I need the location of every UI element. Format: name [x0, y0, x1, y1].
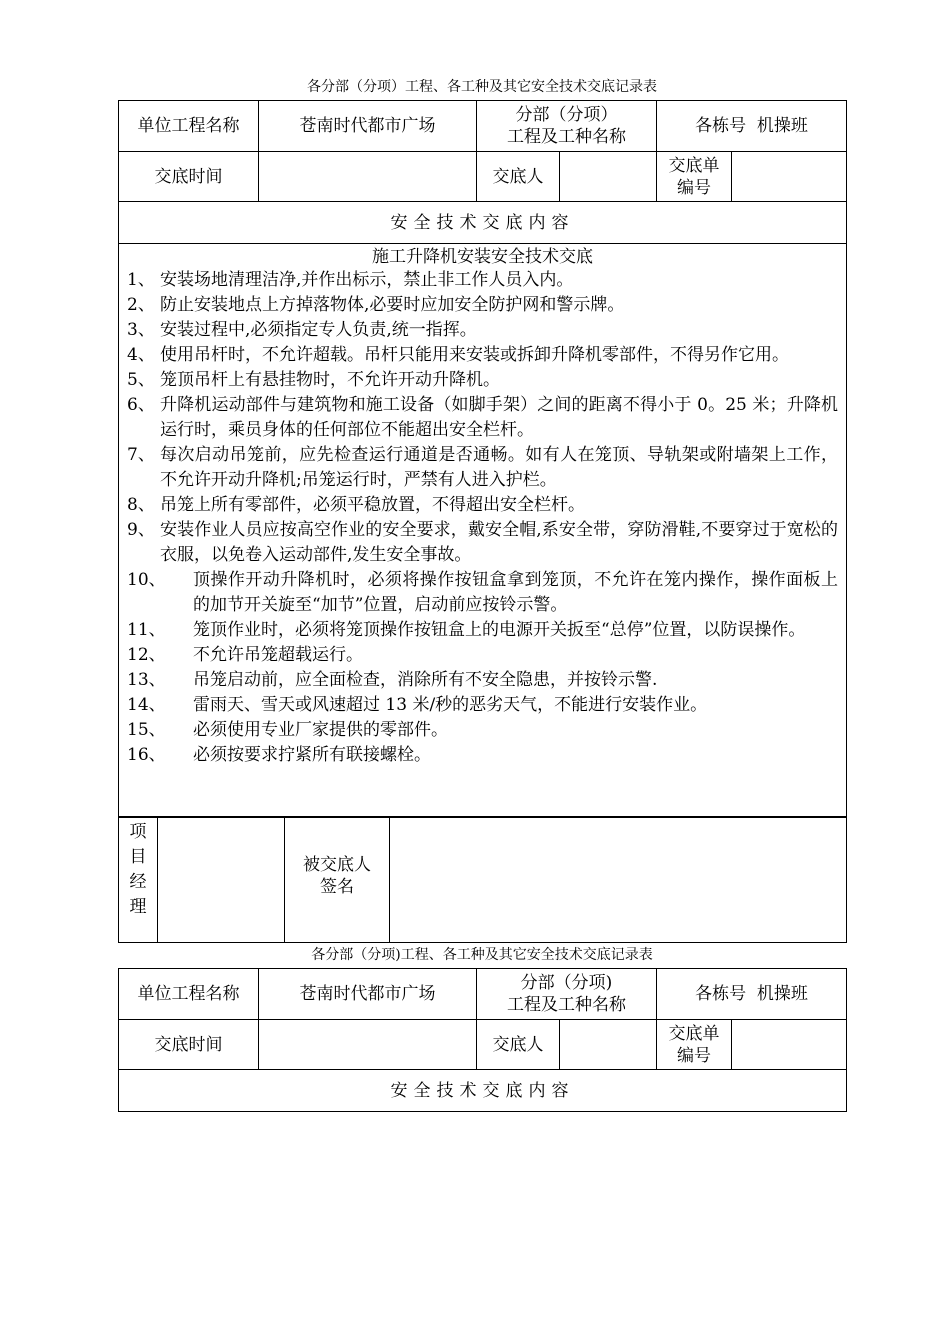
person-label: 交底人 — [477, 1020, 560, 1070]
rule-number: 6、 — [127, 395, 155, 415]
rule-item — [127, 268, 838, 293]
unit-name-label: 单位工程名称 — [119, 101, 259, 152]
sub-label-line2: 工程及工种名称 — [507, 995, 626, 1015]
rule-item — [127, 743, 838, 768]
rule-text: 雷雨天、雪天或风速超过 13 米/秒的恶劣天气，不能进行安装作业。 — [193, 695, 708, 715]
sub-value[interactable]: 各栋号 机操班 — [657, 101, 847, 152]
pm-label — [119, 818, 158, 943]
rule-number: 7、 — [127, 445, 155, 465]
rule-text: 使用吊杆时，不允许超载。吊杆只能用来安装或拆卸升降机零部件，不得另作它用。 — [160, 345, 789, 365]
number-label-line1: 交底单 — [668, 1023, 720, 1044]
number-label-line2: 编号 — [677, 1045, 711, 1066]
sub-value[interactable]: 各栋号 机操班 — [657, 969, 847, 1020]
number-label-line2: 编号 — [677, 177, 711, 198]
number-value[interactable] — [732, 152, 847, 202]
rule-text: 升降机运动部件与建筑物和施工设备（如脚手架）之间的距离不得小于 0。25 米；升降机运行时，乘员身体的任何部位不能超出安全栏杆。 — [160, 395, 838, 440]
rule-number: 8、 — [127, 495, 155, 515]
rule-number: 10、 — [127, 570, 166, 590]
form1-signature-table — [118, 817, 847, 943]
rule-item — [127, 643, 838, 668]
number-value[interactable] — [732, 1020, 847, 1070]
time-label: 交底时间 — [119, 152, 259, 202]
rule-number: 16、 — [127, 745, 166, 765]
rule-item — [127, 393, 838, 443]
rule-text: 必须按要求拧紧所有联接螺栓。 — [193, 745, 431, 765]
sub-label-line2: 工程及工种名称 — [507, 127, 626, 147]
rule-text: 顶操作开动升降机时，必须将操作按钮盒拿到笼顶，不允许在笼内操作，操作面板上的加节开关旋至“加节”位置，启动前应按铃示警。 — [193, 570, 838, 615]
pm-label-char: 项 — [129, 822, 147, 842]
rule-item — [127, 318, 838, 343]
rule-number: 4、 — [127, 345, 155, 365]
content-title: 施工升降机安装安全技术交底 — [372, 247, 593, 267]
content-header: 安全技术交底内容 — [119, 202, 847, 244]
rule-text: 吊笼上所有零部件，必须平稳放置，不得超出安全栏杆。 — [160, 495, 585, 515]
time-value[interactable] — [259, 152, 477, 202]
unit-name-label: 单位工程名称 — [119, 969, 259, 1020]
rule-number: 14、 — [127, 695, 166, 715]
unit-name-value[interactable]: 苍南时代都市广场 — [259, 969, 477, 1020]
rule-item — [127, 718, 838, 743]
sub-label-line1: 分部（分项） — [515, 105, 618, 125]
person-value[interactable] — [560, 1020, 657, 1070]
rule-item — [127, 618, 838, 643]
pm-label-char: 目 — [129, 847, 147, 867]
rule-text: 必须使用专业厂家提供的零部件。 — [193, 720, 448, 740]
rule-item — [127, 668, 838, 693]
form2-table — [118, 968, 847, 1112]
rule-text: 吊笼启动前，应全面检查，消除所有不安全隐患，并按铃示警. — [193, 670, 658, 690]
time-label: 交底时间 — [119, 1020, 259, 1070]
sub-label — [477, 101, 657, 152]
number-label-line1: 交底单 — [668, 155, 720, 176]
rule-text: 安装场地清理洁净,并作出标示，禁止非工作人员入内。 — [160, 270, 574, 290]
time-value[interactable] — [259, 1020, 477, 1070]
rule-item — [127, 443, 838, 493]
form2-title: 各分部（分项)工程、各工种及其它安全技术交底记录表 — [311, 947, 653, 963]
rule-text: 安装过程中,必须指定专人负责,统一指挥。 — [160, 320, 477, 340]
person-value[interactable] — [560, 152, 657, 202]
rule-text: 安装作业人员应按高空作业的安全要求，戴安全帽,系安全带，穿防滑鞋,不要穿过于宽松的衣服，以免卷入运动部件,发生安全事故。 — [160, 520, 838, 565]
number-label — [657, 152, 732, 202]
rule-item — [127, 368, 838, 393]
rule-number: 12、 — [127, 645, 166, 665]
signee-label-line1: 被交底人 — [303, 855, 371, 875]
rule-number: 13、 — [127, 670, 166, 690]
content-header: 安全技术交底内容 — [119, 1070, 847, 1112]
rule-item — [127, 518, 838, 568]
sub-label — [477, 969, 657, 1020]
content-body — [119, 244, 847, 817]
rule-text: 防止安装地点上方掉落物体,必要时应加安全防护网和警示牌。 — [160, 295, 625, 315]
form1-table — [118, 100, 847, 817]
rule-number: 15、 — [127, 720, 166, 740]
pm-label-char: 经 — [129, 872, 147, 892]
unit-name-value[interactable]: 苍南时代都市广场 — [259, 101, 477, 152]
person-label: 交底人 — [477, 152, 560, 202]
rule-text: 笼顶作业时，必须将笼顶操作按钮盒上的电源开关扳至“总停”位置，以防误操作。 — [193, 620, 806, 640]
rule-item — [127, 343, 838, 368]
rules-list — [127, 268, 838, 768]
rule-number: 2、 — [127, 295, 155, 315]
rule-number: 3、 — [127, 320, 155, 340]
signee-signature[interactable] — [390, 818, 847, 943]
rule-number: 5、 — [127, 370, 155, 390]
rule-text: 不允许吊笼超载运行。 — [193, 645, 363, 665]
sub-label-line1: 分部（分项) — [520, 973, 613, 993]
rule-item — [127, 493, 838, 518]
rule-number: 9、 — [127, 520, 155, 540]
rule-text: 笼顶吊杆上有悬挂物时，不允许开动升降机。 — [160, 370, 500, 390]
pm-label-char: 理 — [129, 897, 147, 917]
rule-item — [127, 693, 838, 718]
pm-signature[interactable] — [158, 818, 285, 943]
form1-title: 各分部（分项）工程、各工种及其它安全技术交底记录表 — [307, 79, 657, 95]
rule-item — [127, 293, 838, 318]
rule-number: 11、 — [127, 620, 166, 640]
number-label — [657, 1020, 732, 1070]
signee-label — [285, 818, 390, 943]
signee-label-line2: 签名 — [320, 877, 354, 897]
rule-text: 每次启动吊笼前，应先检查运行通道是否通畅。如有人在笼顶、导轨架或附墙架上工作，不允许开动升降机;吊笼运行时，严禁有人进入护栏。 — [160, 445, 838, 490]
rule-item — [127, 568, 838, 618]
rule-number: 1、 — [127, 270, 155, 290]
